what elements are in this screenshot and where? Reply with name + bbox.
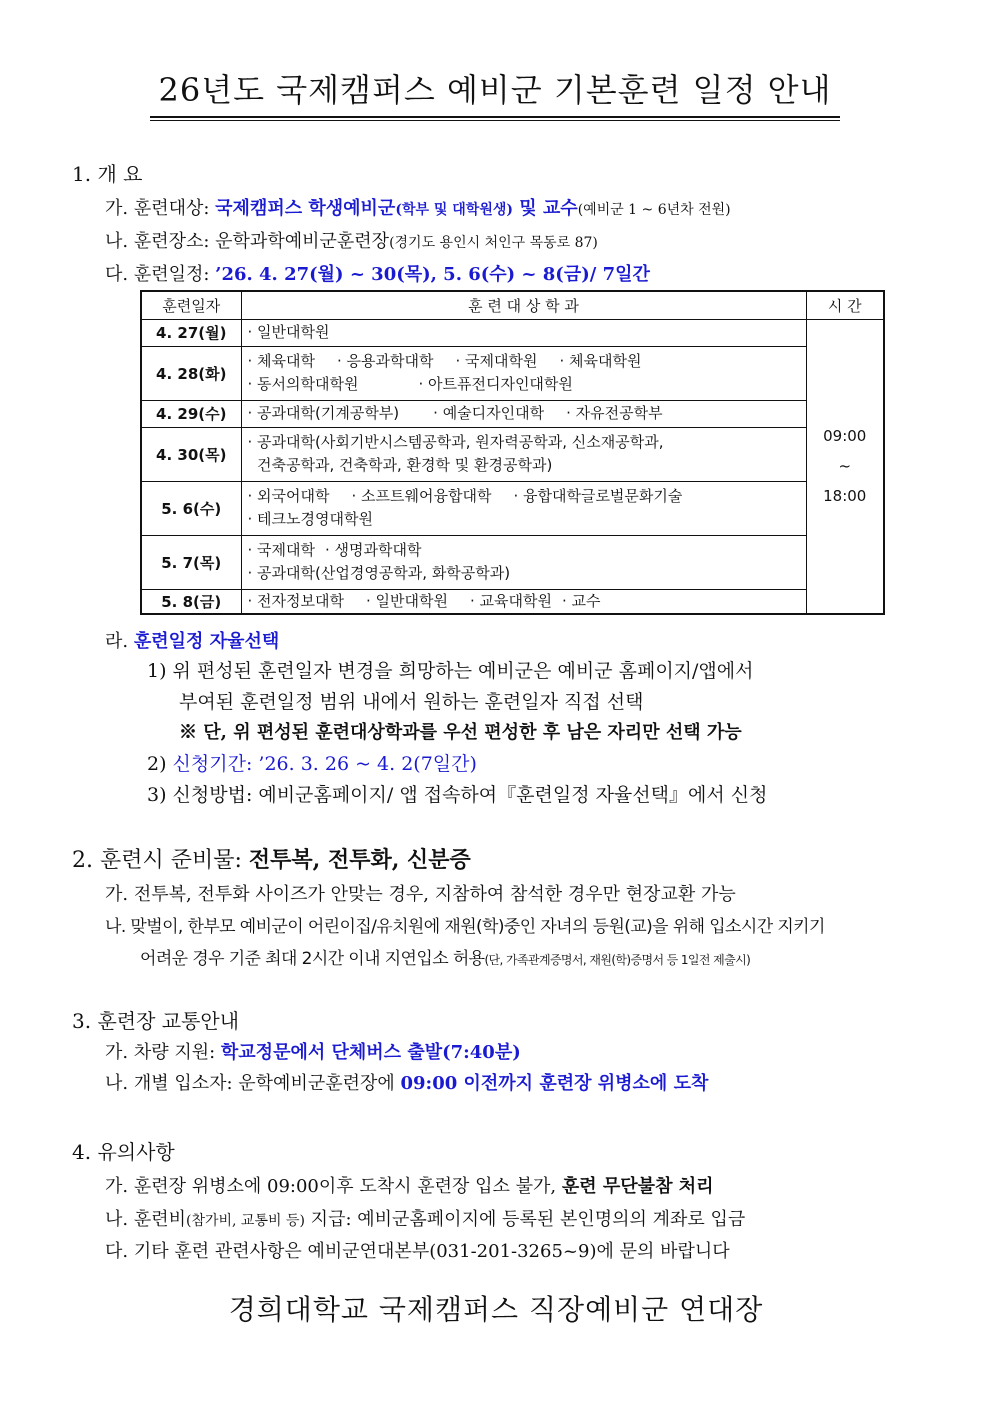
row-departments <box>241 319 806 346</box>
time-cell <box>806 319 884 614</box>
table-row <box>141 346 884 400</box>
dept: · 생명과학대학 <box>325 541 422 559</box>
time-start: 09:00 <box>823 427 867 445</box>
section-1-na <box>105 227 598 253</box>
arrival-deadline: 09:00 이전까지 훈련장 위병소에 도착 <box>400 1073 709 1094</box>
training-schedule: ’26. 4. 27(월) ~ 30(목), 5. 6(수) ~ 8(금)/ 7일간 <box>215 264 650 285</box>
header-time: 시 간 <box>806 291 884 319</box>
dept: · 테크노경영대학원 <box>247 510 373 528</box>
header-date: 훈련일자 <box>141 291 241 319</box>
row-departments <box>241 400 806 427</box>
table-row <box>141 427 884 481</box>
late-entry-text: 어려운 경우 기준 최대 2시간 이내 지연입소 허용 <box>140 949 485 969</box>
training-fee-payment: 지급: 예비군홈페이지에 등록된 본인명의의 계좌로 입금 <box>304 1209 746 1230</box>
dept: · 응용과학대학 <box>337 352 434 370</box>
row-departments <box>241 535 806 589</box>
absence-penalty: 훈련 무단불참 처리 <box>561 1176 714 1197</box>
row-departments <box>241 589 806 614</box>
section-2-heading <box>72 843 471 874</box>
section-3-heading: 3. 훈련장 교통안내 <box>72 1009 240 1033</box>
target-note: (예비군 1 ~ 6년차 전원) <box>577 202 731 218</box>
schedule-table <box>140 290 885 615</box>
training-fee-detail: (참가비, 교통비 등) <box>186 1213 305 1229</box>
dept: · 소프트웨어융합대학 <box>351 487 492 505</box>
dept: · 동서의학대학원 <box>247 375 359 393</box>
target-highlight-detail: (학부 및 대학원생) <box>395 202 513 218</box>
row-departments <box>241 346 806 400</box>
self-selection-title: 훈련일정 자율선택 <box>133 631 280 652</box>
dept: · 공과대학(기계공학부) <box>247 404 400 422</box>
application-period: 신청기간: ’26. 3. 26 ~ 4. 2(7일간) <box>172 753 477 775</box>
table-row <box>141 400 884 427</box>
late-arrival-rule: 가. 훈련장 위병소에 09:00이후 도착시 훈련장 입소 불가, <box>105 1176 562 1197</box>
dept: · 체육대학 <box>247 352 315 370</box>
ra-item-1-line-1: 1) 위 편성된 훈련일자 변경을 희망하는 예비군은 예비군 홈페이지/앱에서 <box>147 660 754 682</box>
dept: · 국제대학 <box>247 541 315 559</box>
dept: · 외국어대학 <box>247 487 330 505</box>
dept: · 국제대학원 <box>455 352 538 370</box>
section-2-na-line-2 <box>140 944 750 969</box>
section-1-heading: 1. 개 요 <box>72 162 143 186</box>
section-4-heading: 4. 유의사항 <box>72 1140 175 1164</box>
ra-item-3: 3) 신청방법: 예비군홈페이지/ 앱 접속하여『훈련일정 자율선택』에서 신청 <box>147 784 768 806</box>
table-row <box>141 319 884 346</box>
section-1-ga <box>105 194 731 220</box>
section-1-da <box>105 260 650 286</box>
row-date: 5. 6(수) <box>141 481 241 535</box>
time-end: 18:00 <box>823 487 867 505</box>
dept: · 공과대학(산업경영공학과, 화학공학과) <box>247 564 511 582</box>
row-date: 5. 7(목) <box>141 535 241 589</box>
row-departments <box>241 427 806 481</box>
table-header-row <box>141 291 884 319</box>
header-departments: 훈 련 대 상 학 과 <box>241 291 806 319</box>
ra-item-2-label: 2) <box>147 753 173 775</box>
section-4-da: 다. 기타 훈련 관련사항은 예비군연대본부(031-201-3265~9)에 문의 바랍니다 <box>105 1241 730 1262</box>
section-2-heading-label: 2. 훈련시 준비물: <box>72 848 249 873</box>
target-highlight-professors: 및 교수 <box>513 198 578 219</box>
dept: · 공과대학(사회기반시스템공학과, 원자력공학과, 신소재공학과, <box>247 433 664 451</box>
individual-entry-label: 나. 개별 입소자: 운학예비군훈련장에 <box>105 1073 401 1094</box>
dept: · 일반대학원 <box>247 323 330 341</box>
row-date: 4. 30(목) <box>141 427 241 481</box>
section-3-ga <box>105 1038 521 1064</box>
dept: · 전자정보대학 <box>247 591 344 610</box>
dept: · 예술디자인대학 <box>433 404 545 422</box>
ga-label: 가. 훈련대상: <box>105 198 216 219</box>
target-highlight: 국제캠퍼스 학생예비군 <box>215 198 396 219</box>
table-row <box>141 589 884 614</box>
dept: · 자유전공학부 <box>566 404 663 422</box>
required-items: 전투복, 전투화, 신분증 <box>248 847 471 873</box>
section-2-na-line-1: 나. 맞벌이, 한부모 예비군이 어린이집/유치원에 재원(학)중인 자녀의 등원(교)을 위해 입소시간 지키기 <box>105 917 825 937</box>
section-1-ra <box>105 627 279 653</box>
ra-item-2 <box>147 749 477 776</box>
row-departments <box>241 481 806 535</box>
late-entry-note: (단, 가족관계증명서, 재원(학)증명서 등 1일전 제출시) <box>484 953 751 967</box>
dept: · 교육대학원 <box>469 591 552 610</box>
section-4-ga <box>105 1172 714 1198</box>
dept: · 교수 <box>561 591 601 610</box>
section-3-na <box>105 1069 708 1095</box>
ra-item-1-note: ※ 단, 위 편성된 훈련대상학과를 우선 편성한 후 남은 자리만 선택 가능 <box>179 722 742 743</box>
document-title-block <box>150 68 840 121</box>
dept: · 체육대학원 <box>559 352 642 370</box>
row-date: 4. 29(수) <box>141 400 241 427</box>
row-date: 4. 27(월) <box>141 319 241 346</box>
row-date: 5. 8(금) <box>141 589 241 614</box>
ra-item-1-line-2: 부여된 훈련일정 범위 내에서 원하는 훈련일자 직접 선택 <box>179 691 644 713</box>
dept: · 일반대학원 <box>365 591 448 610</box>
dept: · 융합대학글로벌문화기술 <box>513 487 683 505</box>
section-4-na <box>105 1205 745 1231</box>
da-label: 다. 훈련일정: <box>105 264 216 285</box>
table-row <box>141 535 884 589</box>
dept: · 아트퓨전디자인대학원 <box>418 375 573 393</box>
table-row <box>141 481 884 535</box>
training-location: 운학과학예비군훈련장 <box>215 231 390 252</box>
time-tilde: ~ <box>838 457 852 475</box>
row-date: 4. 28(화) <box>141 346 241 400</box>
training-address: (경기도 용인시 처인구 목동로 87) <box>389 235 598 251</box>
dept: 건축공학과, 건축학과, 환경학 및 환경공학과) <box>247 456 553 474</box>
signature-footer: 경희대학교 국제캠퍼스 직장예비군 연대장 <box>228 1293 764 1326</box>
bus-departure: 학교정문에서 단체버스 출발(7:40분) <box>220 1042 521 1063</box>
ra-label: 라. <box>105 631 134 652</box>
section-2-ga: 가. 전투복, 전투화 사이즈가 안맞는 경우, 지참하여 참석한 경우만 현장교환 가능 <box>105 884 736 905</box>
na-label: 나. 훈련장소: <box>105 231 216 252</box>
vehicle-support-label: 가. 차량 지원: <box>105 1042 221 1063</box>
training-fee-label: 나. 훈련비 <box>105 1209 186 1230</box>
document-title: 26년도 국제캠퍼스 예비군 기본훈련 일정 안내 <box>158 71 832 109</box>
title-double-underline <box>150 116 840 121</box>
